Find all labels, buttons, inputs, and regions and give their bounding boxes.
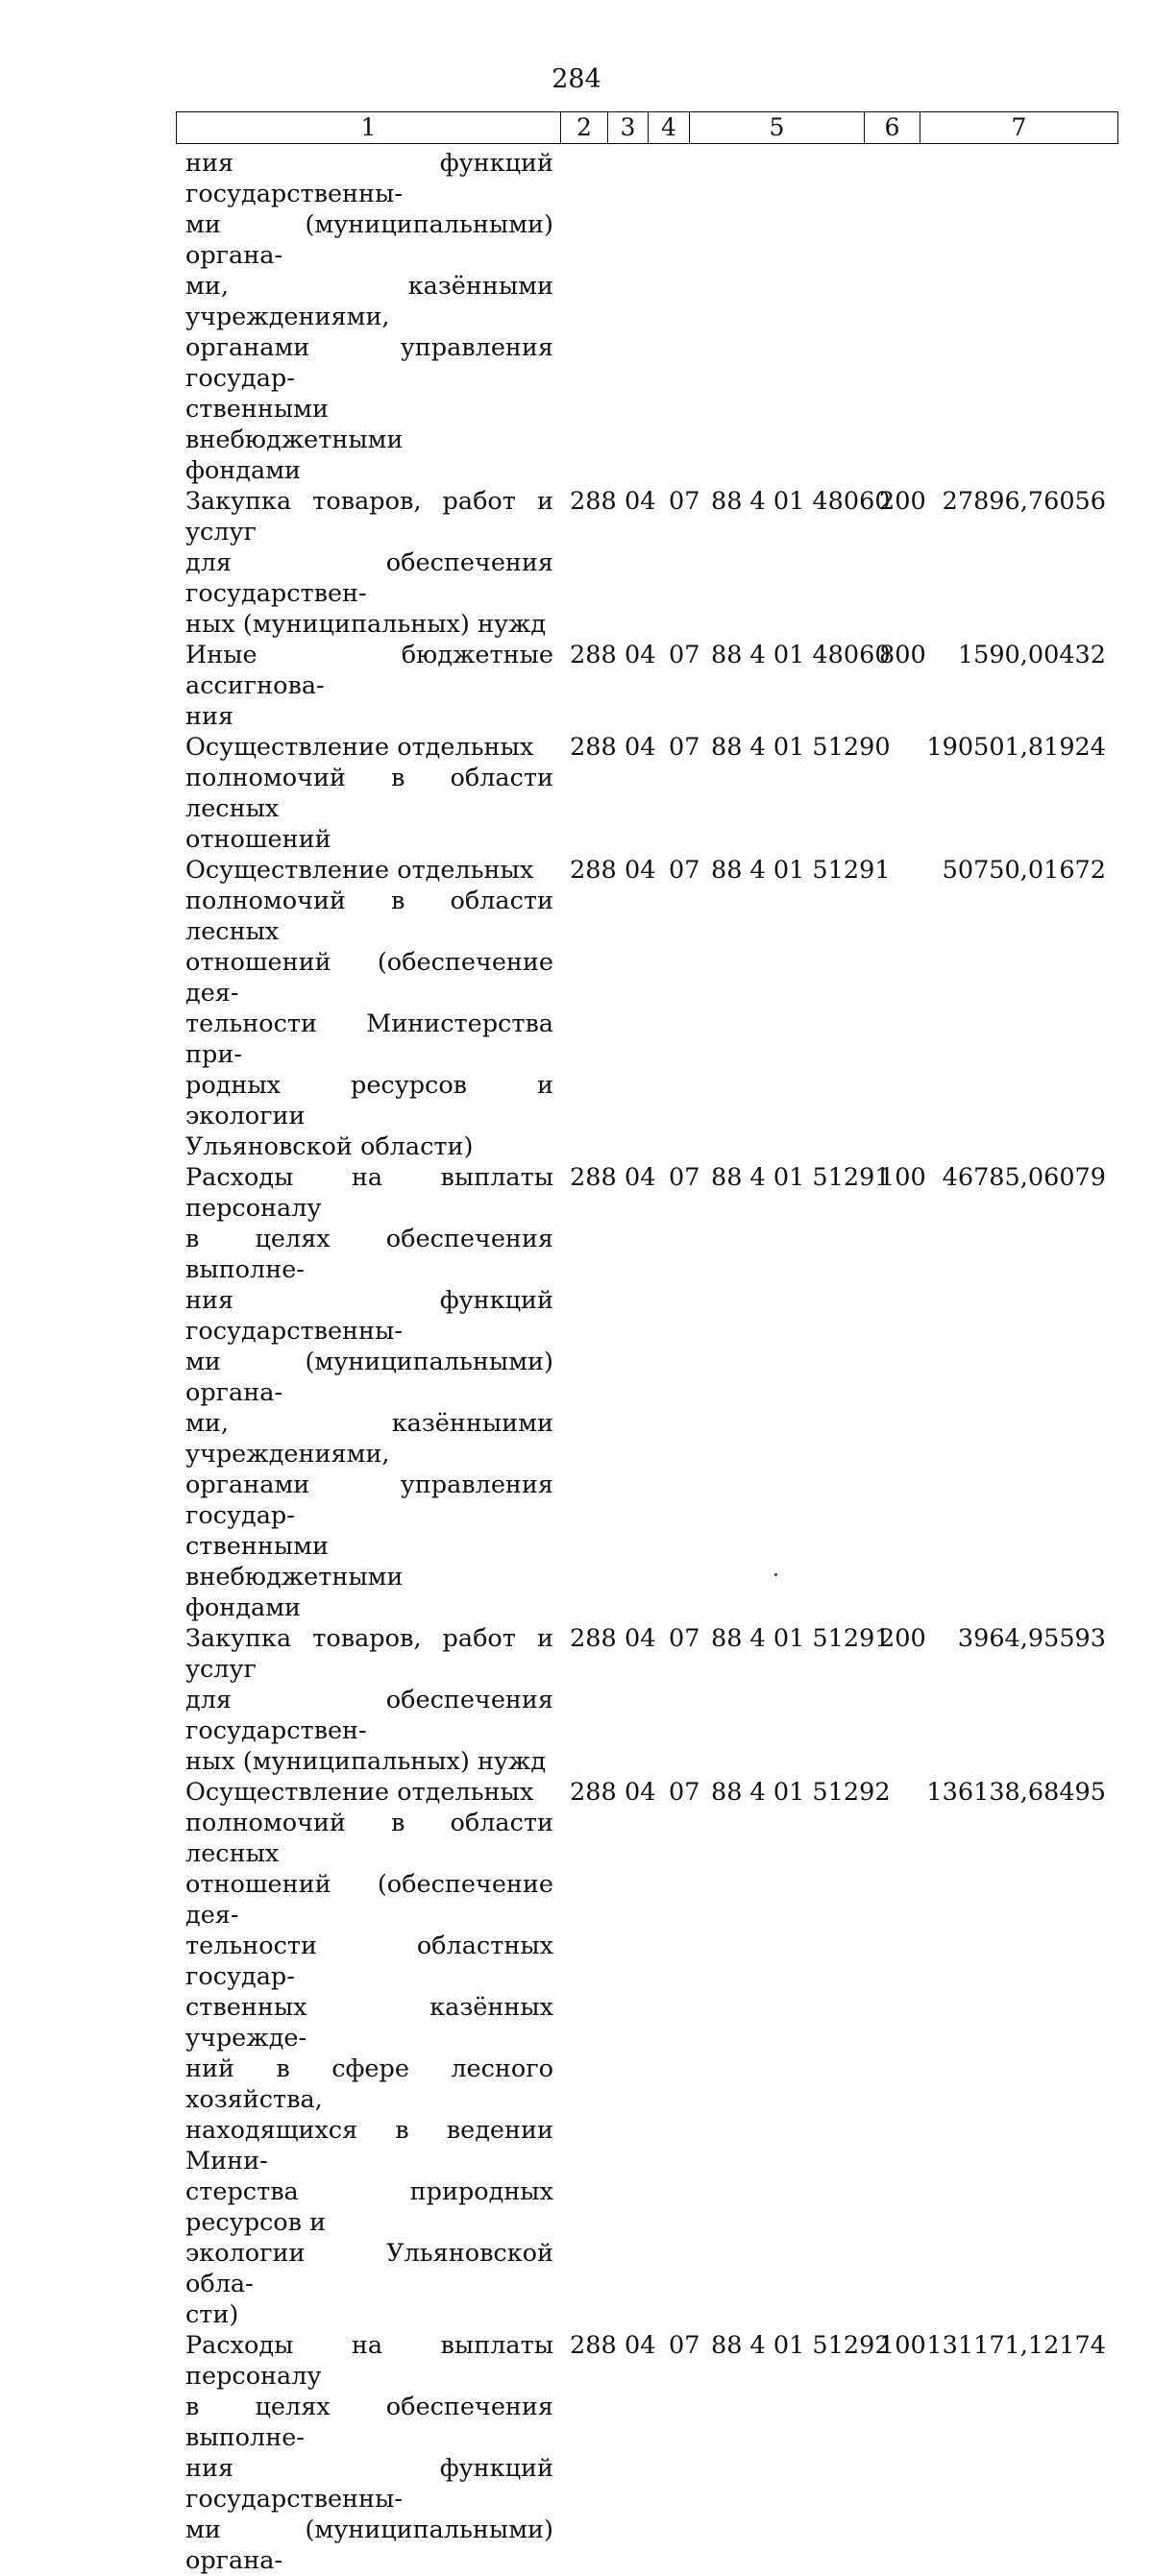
column-header-2: 2 <box>561 112 608 144</box>
table-row <box>0 732 1153 855</box>
row-code-col6: 800 <box>879 641 926 669</box>
column-header-table <box>176 111 1118 144</box>
row-amount: 136138,68495 <box>926 1778 1106 1807</box>
row-code-col5: 88 4 01 48060 <box>711 641 891 669</box>
budget-table-body <box>0 148 1153 2576</box>
table-row <box>0 1162 1153 1623</box>
row-code-col3: 04 <box>625 733 656 762</box>
row-code-col5: 88 4 01 51290 <box>711 733 891 762</box>
row-code-col2: 288 <box>570 1624 617 1653</box>
row-description: Осуществление отдельных полномочий в области лесных отношений (обеспечение дея- тельности Министерства при- родных ресурсов и экологии Ульяновской области) <box>185 856 553 1161</box>
column-header-5: 5 <box>690 112 865 144</box>
row-code-col2: 288 <box>570 733 617 762</box>
row-description: Закупка товаров, работ и услуг для обеспечения государствен- ных (муниципальных) нужд <box>185 487 553 639</box>
row-amount: 3964,95593 <box>957 1624 1106 1653</box>
row-code-col4: 07 <box>669 2331 700 2360</box>
table-row <box>0 1777 1153 2330</box>
row-code-col2: 288 <box>570 1163 617 1192</box>
row-code-col5: 88 4 01 48060 <box>711 487 891 516</box>
row-code-col3: 04 <box>625 641 656 669</box>
row-amount: 1590,00432 <box>957 641 1106 669</box>
row-description: Закупка товаров, работ и услуг для обеспечения государствен- ных (муниципальных) нужд <box>185 1624 553 1776</box>
table-row <box>0 1623 1153 1777</box>
table-row <box>0 148 1153 486</box>
row-amount: 190501,81924 <box>926 733 1106 762</box>
table-row <box>0 486 1153 640</box>
row-amount: 50750,01672 <box>942 856 1106 885</box>
page-number: 284 <box>552 64 601 94</box>
row-code-col4: 07 <box>669 1624 700 1653</box>
row-code-col3: 04 <box>625 1624 656 1653</box>
column-header-4: 4 <box>649 112 690 144</box>
row-description: Осуществление отдельных полномочий в области лесных отношений <box>185 733 553 854</box>
column-header-7: 7 <box>920 112 1118 144</box>
row-description: Иные бюджетные ассигнова- ния <box>185 641 553 731</box>
row-code-col5: 88 4 01 51292 <box>711 2331 891 2360</box>
row-description: Осуществление отдельных полномочий в области лесных отношений (обеспечение дея- тельности областных государ- ственных казённых учрежде- ний в сфере лесного хозяйства, находящихся в ведении Мини- стерства природных ресурсов и экологии Ульяновской обла- сти) <box>185 1778 553 2329</box>
row-code-col5: 88 4 01 51291 <box>711 1163 891 1192</box>
column-header-3: 3 <box>608 112 649 144</box>
scan-speck <box>774 1573 777 1576</box>
row-code-col4: 07 <box>669 733 700 762</box>
row-code-col6: 100 <box>879 2331 926 2360</box>
row-description: Расходы на выплаты персоналу в целях обеспечения выполне- ния функций государственны- ми (муниципальными) органа- <box>185 2331 553 2575</box>
row-amount: 46785,06079 <box>942 1163 1106 1192</box>
row-code-col3: 04 <box>625 487 656 516</box>
row-code-col2: 288 <box>570 487 617 516</box>
column-header-row <box>177 112 1118 144</box>
row-code-col4: 07 <box>669 641 700 669</box>
row-code-col3: 04 <box>625 1163 656 1192</box>
row-code-col6: 200 <box>879 487 926 516</box>
row-code-col4: 07 <box>669 487 700 516</box>
row-code-col4: 07 <box>669 856 700 885</box>
row-code-col5: 88 4 01 51291 <box>711 1624 891 1653</box>
column-header-1: 1 <box>177 112 561 144</box>
row-code-col6: 200 <box>879 1624 926 1653</box>
row-code-col6: 100 <box>879 1163 926 1192</box>
row-code-col2: 288 <box>570 2331 617 2360</box>
row-amount: 131171,12174 <box>926 2331 1106 2360</box>
column-header-6: 6 <box>865 112 920 144</box>
table-row <box>0 855 1153 1162</box>
row-code-col2: 288 <box>570 856 617 885</box>
row-description: ния функций государственны- ми (муниципальными) органа- ми, казёнными учреждениями, органами управления государ- ственными внебюджетными фондами <box>185 149 553 485</box>
row-description: Расходы на выплаты персоналу в целях обеспечения выполне- ния функций государственны- ми (муниципальными) органа- ми, казённыими учреждениями, органами управления государ- ственными внебюджетными фондами <box>185 1163 553 1622</box>
row-code-col2: 288 <box>570 1778 617 1807</box>
row-code-col3: 04 <box>625 1778 656 1807</box>
row-code-col3: 04 <box>625 856 656 885</box>
row-code-col5: 88 4 01 51292 <box>711 1778 891 1807</box>
row-code-col4: 07 <box>669 1778 700 1807</box>
row-amount: 27896,76056 <box>942 487 1106 516</box>
row-code-col3: 04 <box>625 2331 656 2360</box>
table-row <box>0 2330 1153 2576</box>
row-code-col4: 07 <box>669 1163 700 1192</box>
row-code-col2: 288 <box>570 641 617 669</box>
table-row <box>0 640 1153 732</box>
row-code-col5: 88 4 01 51291 <box>711 856 891 885</box>
